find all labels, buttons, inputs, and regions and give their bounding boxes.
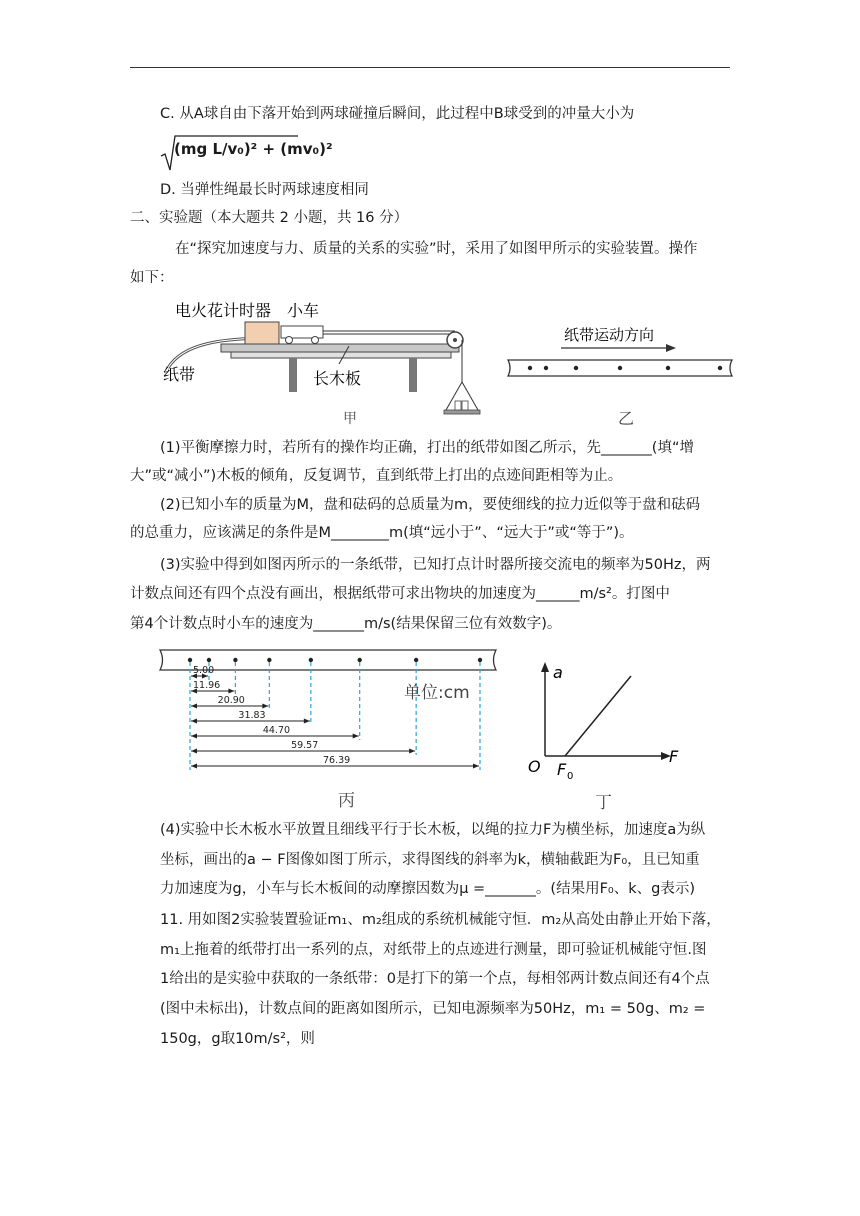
option-c-text: C. 从A球自由下落开始到两球碰撞后瞬间，此过程中B球受到的冲量大小为 <box>160 106 635 122</box>
header-rule <box>130 67 730 68</box>
arrow-left-3 <box>191 704 197 709</box>
distance-label-7: 76.39 <box>323 755 351 766</box>
formula-radicand: (mg L/v₀)² + (mv₀)² <box>174 140 333 158</box>
figure-jia-apparatus <box>163 298 473 428</box>
arrow-right-4 <box>304 719 310 724</box>
section-heading: 二、实验题（本大题共 2 小题，共 16 分） <box>130 210 409 226</box>
caption-ding: 丁 <box>595 793 612 813</box>
x-axis-label: F <box>669 747 679 766</box>
q11-line5: 150g，g取10m/s²，则 <box>160 1031 315 1047</box>
tape-point-1 <box>207 658 211 662</box>
origin-label: O <box>528 757 541 776</box>
q10-part4-line3: 力加速度为g，小车与长木板间的动摩擦因数为μ =_______。(结果用F₀、k、g表示) <box>160 881 696 897</box>
q10-part3-line2: 计数点间还有四个点没有画出，根据纸带可求出物块的加速度为______m/s²。打图中 <box>130 586 670 602</box>
distance-label-5: 44.70 <box>262 725 291 736</box>
q10-part2-line2: 的总重力，应该满足的条件是M________m(填“远小于”、“远大于”或“等于”)。 <box>130 525 634 541</box>
y-axis-label: a <box>553 663 563 682</box>
q10-part1-line2: 大”或“减小”)木板的倾角，反复调节，直到纸带上打出的点迹间距相等为止。 <box>130 468 623 484</box>
tape-point-7 <box>478 658 482 662</box>
arrow-left-6 <box>191 749 197 754</box>
distance-label-1: 5.00 <box>193 665 215 676</box>
arrow-right-2 <box>228 689 234 694</box>
arrow-left-5 <box>191 734 197 739</box>
q11-line2: m₁上拖着的纸带打出一系列的点，对纸带上的点迹进行测量，即可验证机械能守恒.图 <box>160 942 707 958</box>
q10-part4-line1: (4)实验中长木板水平放置且细线平行于长木板，以绳的拉力F为横坐标，加速度a为纵 <box>160 822 706 838</box>
arrow-right-3 <box>262 704 268 709</box>
figure-yi-tape <box>506 318 742 428</box>
caption-yi: 乙 <box>618 409 635 428</box>
option-d-text: D. 当弹性绳最长时两球速度相同 <box>160 182 369 198</box>
distance-label-3: 20.90 <box>217 695 245 706</box>
intercept-subscript: 0 <box>567 771 574 782</box>
q10-part4-line2: 坐标，画出的a − F图像如图丁所示，求得图线的斜率为k，横轴截距为F₀，且已知重 <box>160 852 700 868</box>
q11-line3: 1给出的是实验中获取的一条纸带：0是打下的第一个点，每相邻两计数点间还有4个点 <box>160 971 710 987</box>
distance-label-2: 11.96 <box>193 680 221 691</box>
q10-part2-line1: (2)已知小车的质量为M，盘和砝码的总质量为m，要使细线的拉力近似等于盘和砝码 <box>160 497 701 513</box>
q10-part3-line1: (3)实验中得到如图丙所示的一条纸带，已知打点计时器所接交流电的频率为50Hz，两 <box>160 557 711 573</box>
figure-bing-tape <box>158 648 503 813</box>
intercept-label: F <box>557 760 567 779</box>
arrow-right-7 <box>473 764 479 769</box>
q11-line4: (图中未标出)，计数点间的距离如图所示，已知电源频率为50Hz，m₁ = 50g、m₂ = <box>160 1001 706 1017</box>
tape-point-4 <box>309 658 313 662</box>
label-direction: 纸带运动方向 <box>564 326 655 344</box>
q10-intro-line2: 如下： <box>130 270 174 286</box>
figure-ding-graph <box>525 660 685 813</box>
label-board: 长木板 <box>313 369 362 388</box>
tape-point-0 <box>188 658 192 662</box>
arrow-left-7 <box>191 764 197 769</box>
caption-bing: 丙 <box>338 791 355 811</box>
tape-point-6 <box>414 658 418 662</box>
q10-part1-line1: (1)平衡摩擦力时，若所有的操作均正确，打出的纸带如图乙所示，先_______(填“增 <box>160 440 694 456</box>
label-cart: 小车 <box>287 301 320 320</box>
q10-intro-line1: 在“探究加速度与力、质量的关系的实验”时，采用了如图甲所示的实验装置。操作 <box>175 241 698 257</box>
distance-label-4: 31.83 <box>238 710 266 721</box>
arrow-right-5 <box>353 734 359 739</box>
tape-point-3 <box>267 658 271 662</box>
distance-label-6: 59.57 <box>291 740 319 751</box>
arrow-right-6 <box>409 749 415 754</box>
unit-label: 单位:cm <box>404 683 470 703</box>
label-tape: 纸带 <box>163 365 196 384</box>
tape-point-2 <box>233 658 237 662</box>
arrow-left-4 <box>191 719 197 724</box>
q11-line1: 11. 用如图2实验装置验证m₁、m₂组成的系统机械能守恒．m₂从高处由静止开始下落， <box>160 912 721 928</box>
option-c-formula <box>160 134 333 172</box>
q10-part3-line3: 第4个计数点时小车的速度为_______m/s(结果保留三位有效数字)。 <box>130 616 562 632</box>
caption-jia: 甲 <box>343 411 357 427</box>
label-timer: 电火花计时器 <box>175 301 272 320</box>
tape-point-5 <box>357 658 361 662</box>
